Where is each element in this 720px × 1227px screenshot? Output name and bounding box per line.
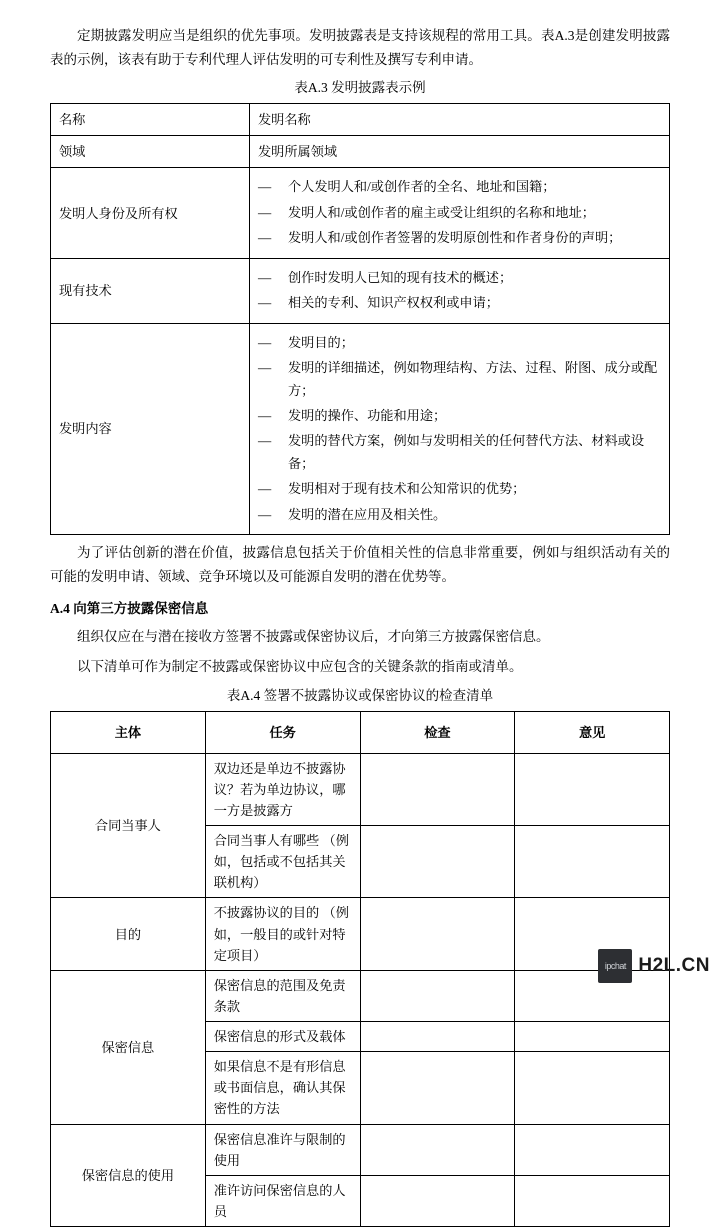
row-label: 名称 (51, 104, 250, 136)
row-label: 领域 (51, 136, 250, 168)
row-value: 发明所属领域 (250, 136, 670, 168)
table-row (51, 168, 670, 258)
remark-cell[interactable] (515, 1175, 670, 1226)
row-label: 发明人身份及所有权 (51, 168, 250, 258)
list-item: — 发明的操作、功能和用途； (258, 405, 661, 427)
row-value (250, 168, 670, 258)
value-paragraph: 为了评估创新的潜在价值，披露信息包括关于价值相关性的信息非常重要，例如与组织活动有关的可能的发明申请、领域、竞争环境以及可能源自发明的潜在优势等。 (50, 541, 670, 588)
watermark (598, 949, 710, 983)
dash-list (258, 176, 661, 249)
list-item: — 创作时发明人已知的现有技术的概述； (258, 267, 661, 289)
watermark-logo-icon: ipchat (598, 949, 632, 983)
column-header-subject: 主体 (51, 711, 206, 753)
subject-label: 保密信息 (51, 970, 206, 1124)
remark-cell[interactable] (515, 1052, 670, 1124)
table-a4-caption: 表A.4 签署不披露协议或保密协议的检查清单 (50, 685, 670, 708)
list-item: — 个人发明人和/或创作者的全名、地址和国籍； (258, 176, 661, 198)
check-box-cell[interactable] (360, 1052, 515, 1124)
list-item: — 发明相对于现有技术和公知常识的优势； (258, 478, 661, 500)
table-row (51, 323, 670, 535)
dash-list (258, 332, 661, 527)
check-box-cell[interactable] (360, 1022, 515, 1052)
remark-cell[interactable] (515, 1022, 670, 1052)
check-box-cell[interactable] (360, 826, 515, 898)
remark-cell[interactable] (515, 753, 670, 825)
list-item: — 发明目的； (258, 332, 661, 354)
list-item: — 发明的替代方案，例如与发明相关的任何替代方法、材料或设备； (258, 430, 661, 475)
column-header-check: 检查 (360, 711, 515, 753)
check-box-cell[interactable] (360, 753, 515, 825)
task-text: 保密信息的形式及载体 (205, 1022, 360, 1052)
subject-label: 目的 (51, 898, 206, 970)
table-row (51, 1124, 670, 1175)
check-box-cell[interactable] (360, 970, 515, 1021)
section-heading-a4: A.4 向第三方披露保密信息 (50, 598, 670, 621)
task-text: 准许访问保密信息的人员 (205, 1175, 360, 1226)
table-row (51, 753, 670, 825)
a4-paragraph-2: 以下清单可作为制定不披露或保密协议中应包含的关键条款的指南或清单。 (50, 655, 670, 679)
dash-list (258, 267, 661, 315)
column-header-task: 任务 (205, 711, 360, 753)
list-item: — 发明人和/或创作者的雇主或受让组织的名称和地址； (258, 202, 661, 224)
subject-label: 合同当事人 (51, 753, 206, 898)
check-box-cell[interactable] (360, 898, 515, 970)
a4-paragraph-1: 组织仅应在与潜在接收方签署不披露或保密协议后，才向第三方披露保密信息。 (50, 625, 670, 649)
task-text: 如果信息不是有形信息或书面信息，确认其保密性的方法 (205, 1052, 360, 1124)
table-row (51, 104, 670, 136)
row-label: 发明内容 (51, 323, 250, 535)
task-text: 双边还是单边不披露协议？若为单边协议，哪一方是披露方 (205, 753, 360, 825)
table-row (51, 970, 670, 1021)
task-text: 不披露协议的目的 （例如，一般目的或针对特定项目） (205, 898, 360, 970)
table-a4 (50, 711, 670, 1227)
task-text: 保密信息准许与限制的使用 (205, 1124, 360, 1175)
task-text: 保密信息的范围及免责条款 (205, 970, 360, 1021)
remark-cell[interactable] (515, 826, 670, 898)
table-a3 (50, 103, 670, 535)
list-item: — 发明的潜在应用及相关性。 (258, 504, 661, 526)
check-box-cell[interactable] (360, 1124, 515, 1175)
row-value: 发明名称 (250, 104, 670, 136)
list-item: — 相关的专利、知识产权权利或申请； (258, 292, 661, 314)
row-label: 现有技术 (51, 258, 250, 323)
remark-cell[interactable] (515, 1124, 670, 1175)
row-value (250, 323, 670, 535)
list-item: — 发明的详细描述，例如物理结构、方法、过程、附图、成分或配方； (258, 357, 661, 402)
watermark-text: H2L.CN (638, 955, 710, 977)
table-row (51, 136, 670, 168)
document-content (50, 24, 670, 1227)
task-text: 合同当事人有哪些 （例如，包括或不包括其关联机构） (205, 826, 360, 898)
table-header-row (51, 711, 670, 753)
table-row (51, 258, 670, 323)
column-header-remark: 意见 (515, 711, 670, 753)
row-value (250, 258, 670, 323)
list-item: — 发明人和/或创作者签署的发明原创性和作者身份的声明； (258, 227, 661, 249)
intro-paragraph: 定期披露发明应当是组织的优先事项。发明披露表是支持该规程的常用工具。表A.3是创建发明披露表的示例，该表有助于专利代理人评估发明的可专利性及撰写专利申请。 (50, 24, 670, 71)
check-box-cell[interactable] (360, 1175, 515, 1226)
subject-label: 保密信息的使用 (51, 1124, 206, 1227)
table-a3-caption: 表A.3 发明披露表示例 (50, 77, 670, 100)
table-row (51, 898, 670, 970)
